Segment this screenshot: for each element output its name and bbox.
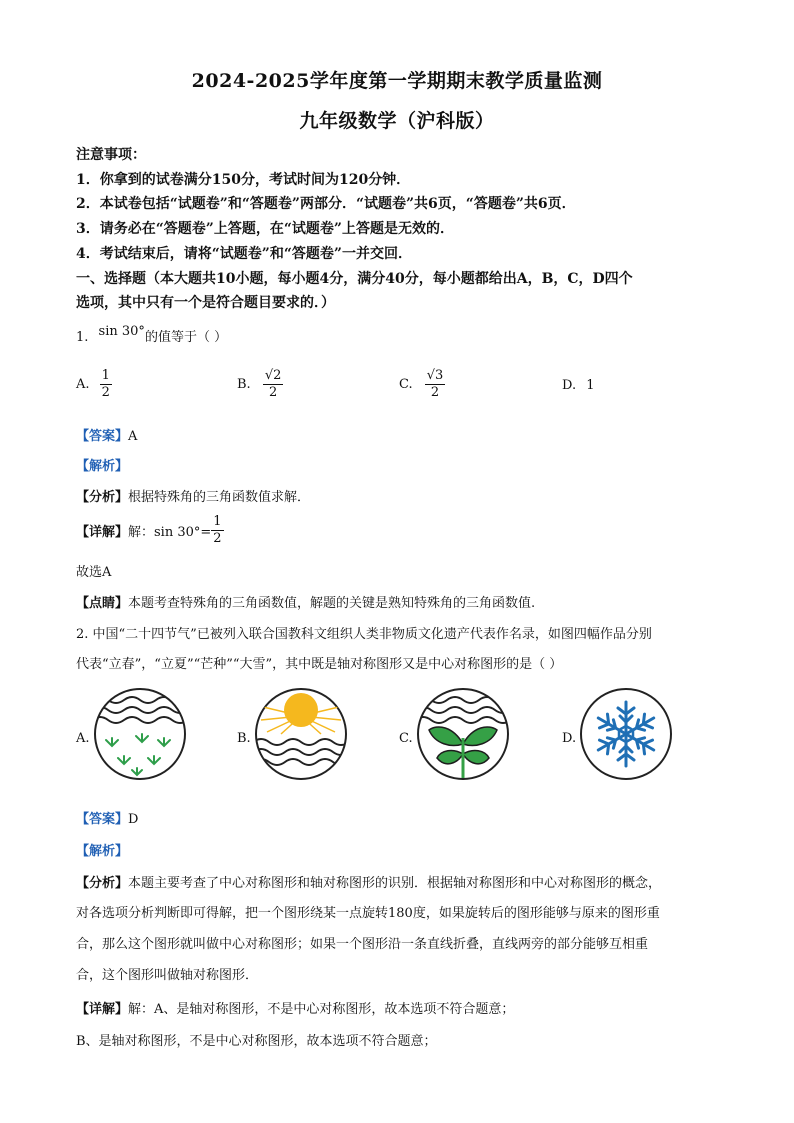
xiangjie-text: 解：A、是轴对称图形，不是中心对称图形，故本选项不符合题意； <box>128 1002 515 1017</box>
q1-answer <box>76 425 137 444</box>
q1-xiangjie <box>76 514 224 547</box>
fraction <box>211 514 223 547</box>
xiangjie-text: 解：sin 30°= <box>128 525 212 540</box>
q1-stem-text: 的值等于（ ） <box>144 330 228 345</box>
q2-stem-line2: 代表“立春”，“立夏”“芒种”“大雪”，其中既是轴对称图形又是中心对称图形的是（ ） <box>76 657 563 672</box>
q2-option-b-label: B. <box>237 731 251 746</box>
figure-a-lichun <box>92 686 188 782</box>
page-subtitle: 九年级数学（沪科版） <box>299 110 495 132</box>
figure-c-mangzhong <box>415 686 511 782</box>
fraction-denominator: 2 <box>268 385 278 400</box>
q2-option-d-label: D. <box>562 731 577 746</box>
q2-xiangjie <box>76 998 514 1017</box>
section-heading-line2: 选项，其中只有一个是符合题目要求的．） <box>76 295 335 311</box>
figure-b-lixia <box>253 686 349 782</box>
option-label: C. <box>399 377 413 392</box>
fraction <box>100 368 112 401</box>
notice-item: 2．本试卷包括“试题卷”和“答题卷”两部分．“试题卷”共6页，“答题卷”共6页． <box>76 196 576 212</box>
q2-fenxi-line: 合，那么这个图形就叫做中心对称图形；如果一个图形沿一条直线折叠，直线两旁的部分能够互相重 <box>76 937 649 952</box>
q2-fenxi <box>76 872 661 891</box>
fenxi-tag: 【分析】 <box>76 876 129 891</box>
notice-item: 4．考试结束后，请将“试题卷”和“答题卷”一并交回． <box>76 246 412 262</box>
q2-analysis-tag: 【解析】 <box>76 844 129 859</box>
fraction-denominator: 2 <box>430 385 440 400</box>
q2-xiangjie-b: B、是轴对称图形，不是中心对称图形，故本选项不符合题意； <box>76 1034 437 1049</box>
dianjing-text: 本题考查特殊角的三角函数值，解题的关键是熟知特殊角的三角函数值. <box>128 596 536 611</box>
q1-stem <box>76 326 227 345</box>
q1-option-b <box>237 368 283 401</box>
xiangjie-tag: 【详解】 <box>76 1002 129 1017</box>
fraction <box>263 368 284 401</box>
answer-value: D <box>128 812 139 827</box>
q2-answer <box>76 808 138 827</box>
fraction-numerator: √2 <box>264 368 282 383</box>
section-heading-line1: 一、选择题（本大题共10小题，每小题4分，满分40分，每小题都给出A，B，C，D四个 <box>76 271 633 287</box>
option-value: 1 <box>586 378 595 393</box>
q2-option-c-label: C. <box>399 731 413 746</box>
q1-option-d <box>562 378 595 393</box>
fenxi-tag: 【分析】 <box>76 490 129 505</box>
dianjing-tag: 【点睛】 <box>76 596 129 611</box>
option-label: A. <box>76 377 90 392</box>
fraction-numerator: √3 <box>426 368 444 383</box>
q1-number: 1. <box>76 330 89 345</box>
q2-stem-line1: 2. 中国“二十四节气”已被列入联合国教科文组织人类非物质文化遗产代表作名录，如图四幅作品分别 <box>76 627 652 642</box>
fraction-denominator: 2 <box>101 385 110 400</box>
figure-d-daxue <box>578 686 674 782</box>
option-label: B. <box>237 377 251 392</box>
fraction <box>425 368 446 401</box>
q2-fenxi-line: 对各选项分析判断即可得解，把一个图形绕某一点旋转180度，如果旋转后的图形能够与原来的图形重 <box>76 906 660 921</box>
q1-dianjing <box>76 592 535 611</box>
xiangjie-tag: 【详解】 <box>76 525 129 540</box>
fenxi-text: 根据特殊角的三角函数值求解． <box>128 490 311 505</box>
answer-value: A <box>128 429 138 444</box>
fraction-numerator: 1 <box>213 514 222 529</box>
answer-tag: 【答案】 <box>76 812 129 827</box>
fraction-denominator: 2 <box>213 531 222 546</box>
q1-option-a <box>76 368 112 401</box>
fenxi-text: 本题主要考查了中心对称图形和轴对称图形的识别．根据轴对称图形和中心对称图形的概念， <box>128 876 662 891</box>
notice-heading: 注意事项： <box>76 147 146 163</box>
notice-item: 1．你拿到的试卷满分150分，考试时间为120分钟． <box>76 172 411 188</box>
page-title: 2024-2025学年度第一学期期末教学质量监测 <box>191 70 603 92</box>
notice-item: 3．请务必在“答题卷”上答题，在“试题卷”上答题是无效的． <box>76 221 454 237</box>
q1-fenxi <box>76 486 310 505</box>
q1-expression: sin 30° <box>98 324 145 339</box>
option-label: D. <box>562 378 577 393</box>
q1-analysis-tag: 【解析】 <box>76 459 129 474</box>
fraction-numerator: 1 <box>101 368 110 383</box>
sun-icon <box>284 693 318 727</box>
answer-tag: 【答案】 <box>76 429 129 444</box>
q1-conclusion: 故选A <box>76 565 112 580</box>
q2-option-a-label: A. <box>76 731 90 746</box>
q2-fenxi-line: 合，这个图形叫做轴对称图形． <box>76 968 259 983</box>
q1-option-c <box>399 368 445 401</box>
